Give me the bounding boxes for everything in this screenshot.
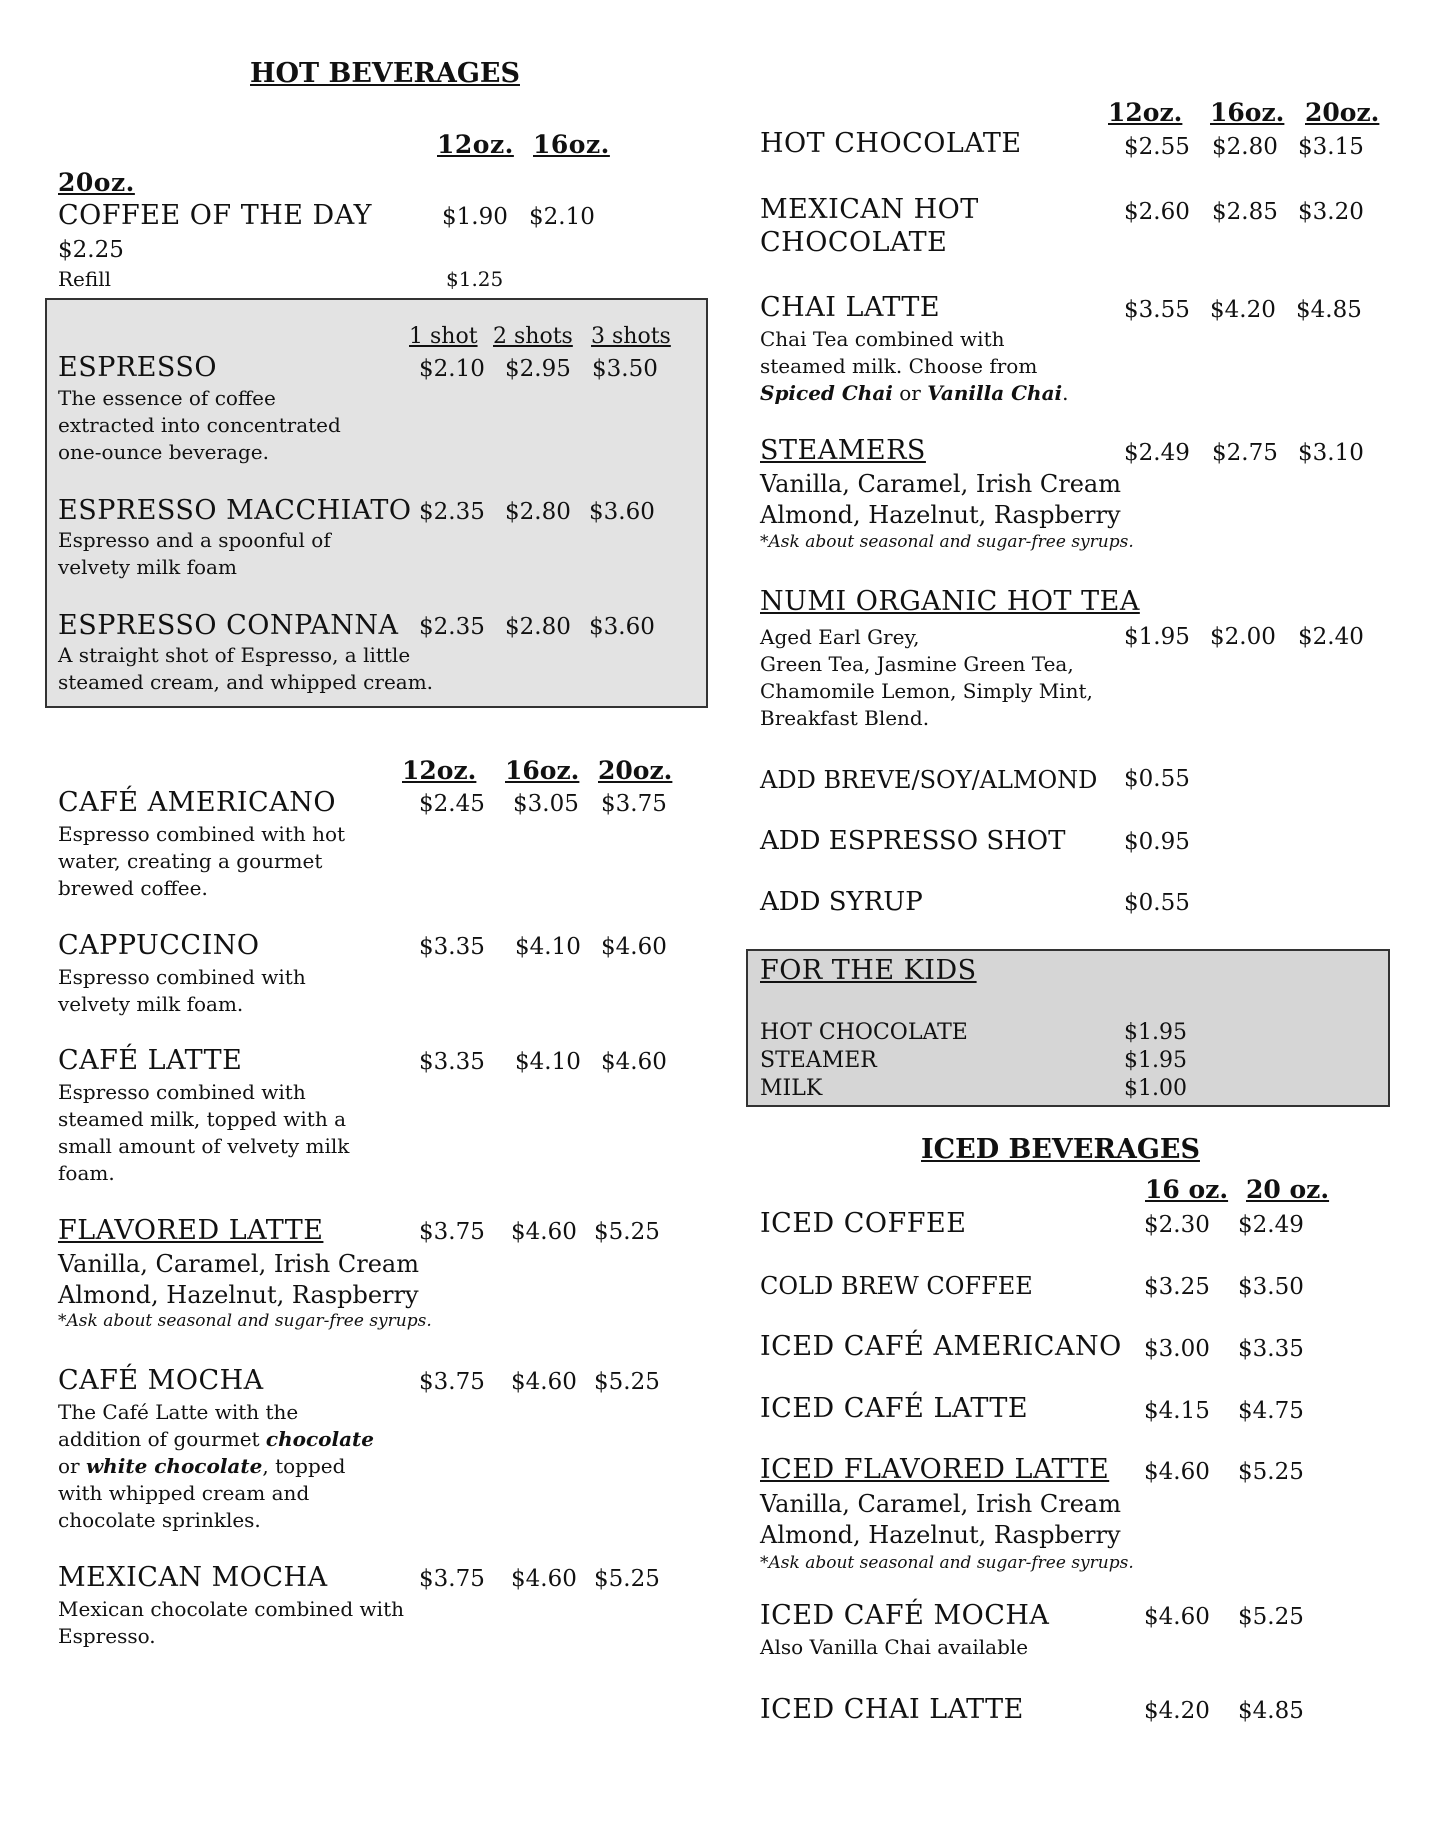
steamers-note: *Ask about seasonal and sugar-free syrups. <box>760 532 1134 552</box>
left-size-12: 12oz. <box>402 756 477 785</box>
steamers-flavors-1: Vanilla, Caramel, Irish Cream <box>760 470 1121 498</box>
iced-flavored-latte-name: ICED FLAVORED LATTE <box>760 1454 1110 1485</box>
right-size-12: 12oz. <box>1108 98 1183 127</box>
latte-price-12: $3.35 <box>419 1049 485 1075</box>
conpanna-price-1: $2.35 <box>419 614 485 640</box>
steamers-price-16: $2.75 <box>1212 440 1278 466</box>
numi-tea-desc-1: Aged Earl Grey, <box>760 625 920 649</box>
mexican-mocha-price-12: $3.75 <box>419 1566 485 1592</box>
flavored-latte-price-20: $5.25 <box>594 1219 660 1245</box>
flavored-latte-price-16: $4.60 <box>511 1219 577 1245</box>
cold-brew-price-20: $3.50 <box>1238 1274 1304 1300</box>
mocha-desc-5: chocolate sprinkles. <box>58 1508 261 1532</box>
iced-chai-latte-name: ICED CHAI LATTE <box>760 1694 1024 1725</box>
chai-latte-desc-1: Chai Tea combined with <box>760 327 1005 351</box>
iced-latte-name: ICED CAFÉ LATTE <box>760 1393 1029 1424</box>
iced-latte-price-20: $4.75 <box>1238 1398 1304 1424</box>
mexican-hot-chocolate-name-1: MEXICAN HOT <box>760 194 979 225</box>
numi-tea-desc-2: Green Tea, Jasmine Green Tea, <box>760 652 1074 676</box>
iced-coffee-price-16: $2.30 <box>1144 1212 1210 1238</box>
hot-chocolate-name: HOT CHOCOLATE <box>760 128 1022 159</box>
macchiato-price-2: $2.80 <box>505 499 571 525</box>
americano-desc-1: Espresso combined with hot <box>58 822 346 846</box>
mexican-mocha-name: MEXICAN MOCHA <box>58 1562 328 1593</box>
mocha-desc-4: with whipped cream and <box>58 1481 310 1505</box>
coffee-of-day-name: COFFEE OF THE DAY <box>58 200 372 231</box>
latte-desc-2: steamed milk, topped with a <box>58 1107 347 1131</box>
numi-tea-desc-4: Breakfast Blend. <box>760 706 930 730</box>
cappuccino-price-20: $4.60 <box>601 934 667 960</box>
flavored-latte-flavors-1: Vanilla, Caramel, Irish Cream <box>58 1250 419 1278</box>
size-header-12oz: 12oz. <box>437 130 514 159</box>
flavored-latte-flavors-2: Almond, Hazelnut, Raspberry <box>58 1281 419 1309</box>
macchiato-price-3: $3.60 <box>589 499 655 525</box>
numi-tea-price-16: $2.00 <box>1210 624 1276 650</box>
iced-americano-price-16: $3.00 <box>1144 1336 1210 1362</box>
iced-flavored-latte-price-20: $5.25 <box>1238 1459 1304 1485</box>
macchiato-price-1: $2.35 <box>419 499 485 525</box>
steamers-price-20: $3.10 <box>1298 440 1364 466</box>
kids-item-milk: MILK <box>760 1076 823 1101</box>
kids-title: FOR THE KIDS <box>760 955 977 986</box>
size-header-16oz: 16oz. <box>533 130 610 159</box>
chai-latte-price-12: $3.55 <box>1124 297 1190 323</box>
numi-tea-price-12: $1.95 <box>1124 624 1190 650</box>
iced-size-20: 20 oz. <box>1246 1175 1330 1204</box>
flavored-latte-price-12: $3.75 <box>419 1219 485 1245</box>
americano-price-20: $3.75 <box>601 791 667 817</box>
mexican-mocha-price-16: $4.60 <box>511 1566 577 1592</box>
mexican-mocha-price-20: $5.25 <box>594 1566 660 1592</box>
iced-flavored-latte-flavors-2: Almond, Hazelnut, Raspberry <box>760 1521 1121 1549</box>
kids-item-hot-chocolate: HOT CHOCOLATE <box>760 1020 968 1045</box>
iced-flavored-latte-note: *Ask about seasonal and sugar-free syrups. <box>760 1553 1134 1573</box>
macchiato-name: ESPRESSO MACCHIATO <box>58 495 412 526</box>
iced-latte-price-16: $4.15 <box>1144 1398 1210 1424</box>
flavored-latte-name: FLAVORED LATTE <box>58 1215 324 1246</box>
iced-mocha-price-16: $4.60 <box>1144 1604 1210 1630</box>
iced-chai-latte-price-20: $4.85 <box>1238 1698 1304 1724</box>
cappuccino-desc-1: Espresso combined with <box>58 965 306 989</box>
cappuccino-name: CAPPUCCINO <box>58 930 260 961</box>
americano-desc-3: brewed coffee. <box>58 876 208 900</box>
mexican-hot-chocolate-price-16: $2.85 <box>1212 199 1278 225</box>
steamers-flavors-2: Almond, Hazelnut, Raspberry <box>760 501 1121 529</box>
cold-brew-name: COLD BREW COFFEE <box>760 1272 1033 1300</box>
americano-name: CAFÉ AMERICANO <box>58 787 336 818</box>
left-size-20: 20oz. <box>598 756 673 785</box>
right-size-20: 20oz. <box>1305 98 1380 127</box>
cappuccino-desc-2: velvety milk foam. <box>58 992 244 1016</box>
latte-price-16: $4.10 <box>515 1049 581 1075</box>
mexican-hot-chocolate-name-2: CHOCOLATE <box>760 227 948 258</box>
espresso-price-1: $2.10 <box>419 356 485 382</box>
espresso-desc-3: one-ounce beverage. <box>58 440 269 464</box>
mexican-hot-chocolate-price-20: $3.20 <box>1298 199 1364 225</box>
macchiato-desc-2: velvety milk foam <box>58 555 237 579</box>
iced-beverages-title: ICED BEVERAGES <box>921 1134 1200 1165</box>
kids-price-steamer: $1.95 <box>1124 1048 1187 1073</box>
addon-syrup-price: $0.55 <box>1124 890 1190 916</box>
iced-chai-latte-price-16: $4.20 <box>1144 1698 1210 1724</box>
numi-tea-name: NUMI ORGANIC HOT TEA <box>760 586 1140 617</box>
macchiato-desc-1: Espresso and a spoonful of <box>58 528 331 552</box>
iced-coffee-price-20: $2.49 <box>1238 1212 1304 1238</box>
americano-price-12: $2.45 <box>419 791 485 817</box>
numi-tea-price-20: $2.40 <box>1298 624 1364 650</box>
mocha-desc-1: The Café Latte with the <box>58 1400 299 1424</box>
kids-item-steamer: STEAMER <box>760 1048 877 1073</box>
iced-mocha-name: ICED CAFÉ MOCHA <box>760 1600 1050 1631</box>
iced-size-16: 16 oz. <box>1145 1175 1229 1204</box>
americano-desc-2: water, creating a gourmet <box>58 849 323 873</box>
latte-desc-4: foam. <box>58 1161 115 1185</box>
iced-americano-price-20: $3.35 <box>1238 1336 1304 1362</box>
chai-latte-price-16: $4.20 <box>1210 297 1276 323</box>
conpanna-name: ESPRESSO CONPANNA <box>58 610 399 641</box>
chai-latte-desc-2: steamed milk. Choose from <box>760 354 1038 378</box>
americano-price-16: $3.05 <box>513 791 579 817</box>
shot-header-1: 1 shot <box>409 324 478 349</box>
kids-price-hot-chocolate: $1.95 <box>1124 1020 1187 1045</box>
right-size-16: 16oz. <box>1210 98 1285 127</box>
numi-tea-desc-3: Chamomile Lemon, Simply Mint, <box>760 679 1093 703</box>
hot-beverages-title: HOT BEVERAGES <box>250 58 520 89</box>
conpanna-price-2: $2.80 <box>505 614 571 640</box>
espresso-desc-2: extracted into concentrated <box>58 413 341 437</box>
chai-latte-desc-3: Spiced Chai or Vanilla Chai. <box>760 381 1069 405</box>
conpanna-desc-1: A straight shot of Espresso, a little <box>58 643 411 667</box>
coffee-of-day-price-12: $1.90 <box>442 204 508 230</box>
steamers-price-12: $2.49 <box>1124 440 1190 466</box>
iced-flavored-latte-price-16: $4.60 <box>1144 1459 1210 1485</box>
steamers-name: STEAMERS <box>760 435 926 466</box>
flavored-latte-note: *Ask about seasonal and sugar-free syrups. <box>58 1311 432 1331</box>
conpanna-price-3: $3.60 <box>589 614 655 640</box>
refill-price: $1.25 <box>446 267 504 291</box>
addon-espresso-price: $0.95 <box>1124 829 1190 855</box>
size-header-20oz: 20oz. <box>58 168 135 197</box>
iced-mocha-price-20: $5.25 <box>1238 1604 1304 1630</box>
mexican-mocha-desc-2: Espresso. <box>58 1624 156 1648</box>
latte-desc-1: Espresso combined with <box>58 1080 306 1104</box>
hot-chocolate-price-12: $2.55 <box>1124 134 1190 160</box>
iced-flavored-latte-flavors-1: Vanilla, Caramel, Irish Cream <box>760 1490 1121 1518</box>
addon-breve-price: $0.55 <box>1124 766 1190 792</box>
iced-mocha-desc: Also Vanilla Chai available <box>760 1635 1029 1659</box>
iced-americano-name: ICED CAFÉ AMERICANO <box>760 1331 1122 1362</box>
espresso-price-2: $2.95 <box>505 356 571 382</box>
chai-latte-price-20: $4.85 <box>1296 297 1362 323</box>
hot-chocolate-price-16: $2.80 <box>1212 134 1278 160</box>
cappuccino-price-16: $4.10 <box>515 934 581 960</box>
coffee-of-day-price-16: $2.10 <box>529 204 595 230</box>
addon-breve-name: ADD BREVE/SOY/ALMOND <box>760 766 1098 794</box>
shot-header-3: 3 shots <box>591 324 671 349</box>
kids-price-milk: $1.00 <box>1124 1076 1187 1101</box>
conpanna-desc-2: steamed cream, and whipped cream. <box>58 670 434 694</box>
cappuccino-price-12: $3.35 <box>419 934 485 960</box>
mexican-hot-chocolate-price-12: $2.60 <box>1124 199 1190 225</box>
espresso-name: ESPRESSO <box>58 352 218 383</box>
mocha-price-12: $3.75 <box>419 1369 485 1395</box>
addon-espresso-name: ADD ESPRESSO SHOT <box>760 826 1066 856</box>
left-size-16: 16oz. <box>505 756 580 785</box>
latte-price-20: $4.60 <box>601 1049 667 1075</box>
mocha-price-20: $5.25 <box>594 1369 660 1395</box>
iced-coffee-name: ICED COFFEE <box>760 1208 967 1239</box>
espresso-price-3: $3.50 <box>592 356 658 382</box>
latte-desc-3: small amount of velvety milk <box>58 1134 350 1158</box>
hot-chocolate-price-20: $3.15 <box>1298 134 1364 160</box>
mocha-desc-3: or white chocolate, topped <box>58 1454 346 1478</box>
coffee-of-day-price-20: $2.25 <box>58 237 124 263</box>
shot-header-2: 2 shots <box>493 324 573 349</box>
mocha-desc-2: addition of gourmet chocolate <box>58 1427 375 1451</box>
latte-name: CAFÉ LATTE <box>58 1045 243 1076</box>
mocha-name: CAFÉ MOCHA <box>58 1365 264 1396</box>
espresso-desc-1: The essence of coffee <box>58 386 276 410</box>
refill-label: Refill <box>58 267 112 291</box>
mocha-price-16: $4.60 <box>511 1369 577 1395</box>
cold-brew-price-16: $3.25 <box>1144 1274 1210 1300</box>
addon-syrup-name: ADD SYRUP <box>760 887 923 917</box>
chai-latte-name: CHAI LATTE <box>760 292 941 323</box>
mexican-mocha-desc-1: Mexican chocolate combined with <box>58 1597 404 1621</box>
